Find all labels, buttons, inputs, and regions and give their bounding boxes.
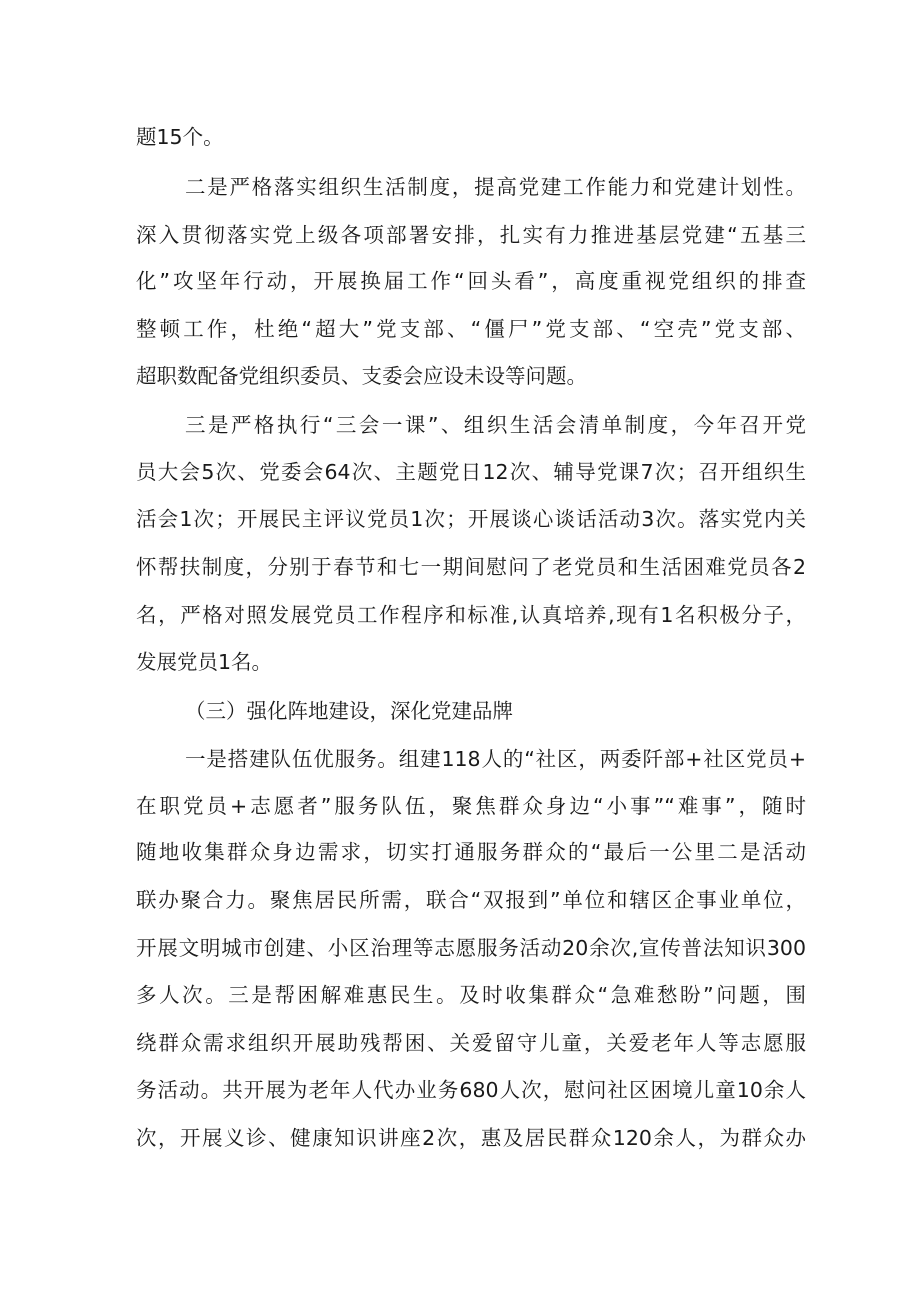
text-line: 员大会5次、党委会64次、主题党日12次、辅导党课7次；召开组织生 (136, 460, 806, 484)
text-line: 超职数配备党组织委员、支委会应设未设等问题。 (136, 364, 587, 388)
text-line: 三是严格执行“三会一课”、组织生活会清单制度，今年召开党 (185, 413, 806, 437)
text-line: 绕群众需求组织开展助残帮困、关爱留守儿童，关爱老年人等志愿服 (136, 1031, 806, 1055)
text-line: 整顿工作，杜绝“超大”党支部、“僵尸”党支部、“空壳”党支部、 (136, 317, 806, 341)
text-line: 题15个。 (136, 125, 224, 149)
text-line: 一是搭建队伍优服务。组建118人的“社区，两委阡部+社区党员+ (185, 747, 806, 771)
text-line: 二是严格落实组织生活制度，提高党建工作能力和党建计划性。 (185, 175, 806, 199)
text-line: 化”攻坚年行动，开展换届工作“回头看”，高度重视党组织的排查 (136, 269, 806, 293)
text-line: 发展党员1名。 (136, 650, 273, 674)
section-heading: （三）强化阵地建设，深化党建品牌 (185, 699, 513, 723)
text-line: 随地收集群众身边需求，切实打通服务群众的“最后一公里二是活动 (136, 840, 806, 864)
text-line: 次，开展义诊、健康知识讲座2次，惠及居民群众120余人，为群众办 (136, 1126, 806, 1150)
text-line: 怀帮扶制度，分别于春节和七一期间慰问了老党员和生活困难党员各2 (136, 555, 806, 579)
text-line: 深入贯彻落实党上级各项部署安排，扎实有力推进基层党建“五基三 (136, 223, 806, 247)
text-line: 名，严格对照发展党员工作程序和标准,认真培养,现有1名积极分子， (136, 603, 806, 627)
text-line: 务活动。共开展为老年人代办业务680人次，慰问社区困境儿童10余人 (136, 1078, 806, 1102)
text-line: 在职党员+志愿者”服务队伍，聚焦群众身边“小事”“难事”，随时 (136, 794, 806, 818)
text-line: 联办聚合力。聚焦居民所需，联合“双报到”单位和辖区企事业单位， (136, 888, 806, 912)
text-line: 多人次。三是帮困解难惠民生。及时收集群众“急难愁盼”问题，围 (136, 983, 806, 1007)
text-line: 开展文明城市创建、小区治理等志愿服务活动20余次,宣传普法知识300 (136, 936, 806, 960)
text-line: 活会1次；开展民主评议党员1次；开展谈心谈话活动3次。落实党内关 (136, 507, 806, 531)
